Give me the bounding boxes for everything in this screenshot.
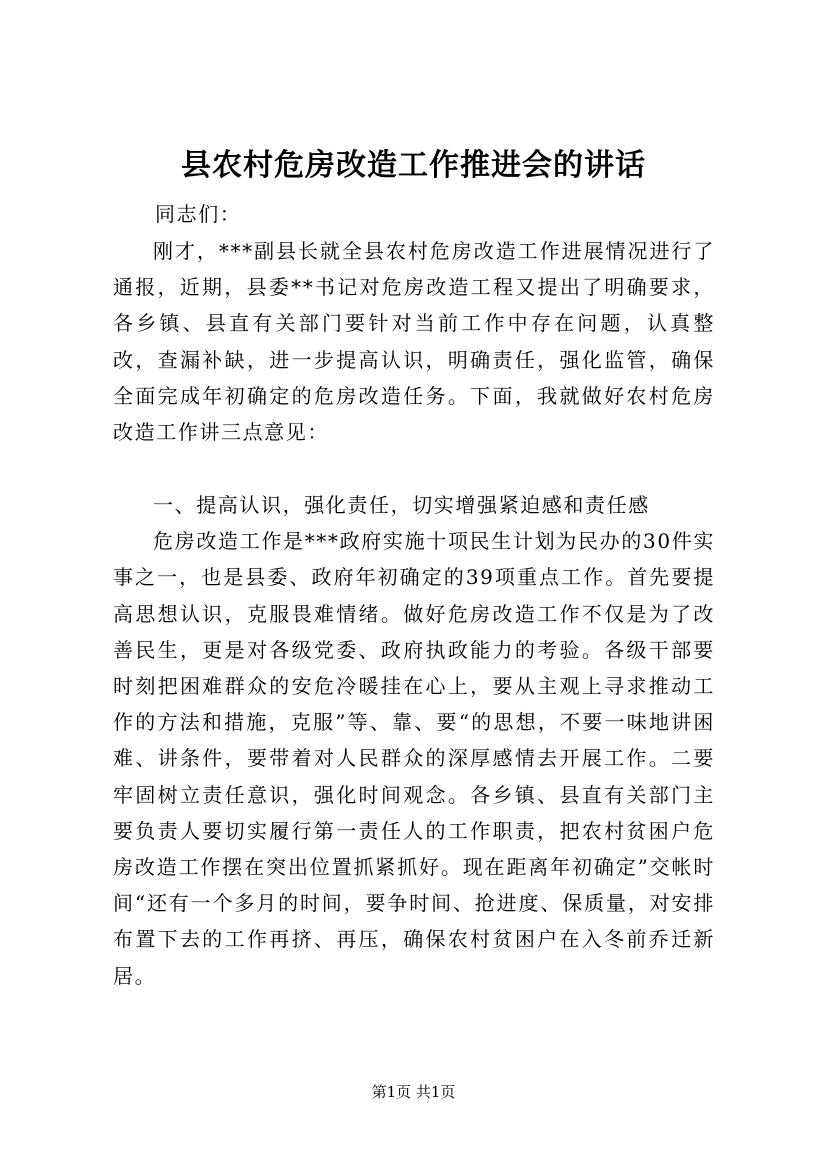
page-footer: 第1页 共1页 [371, 1083, 456, 1101]
paragraph-section-one: 危房改造工作是***政府实施十项民生计划为民办的30件实事之一，也是县委、政府年初确定的39项重点工作。首先要提高思想认识，克服畏难情绪。做好危房改造工作不仅是为了改善民生，更是对各级党委、政府执政能力的考验。各级干部要时刻把困难群众的安危冷暖挂在心上，要从主观上寻求推动工作的方法和措施，克服”等、靠、要“的思想，不要一味地讲困难、讲条件，要带着对人民群众的深厚感情去开展工作。二要牢固树立责任意识，强化时间观念。各乡镇、县直有关部门主要负责人要切实履行第一责任人的工作职责，把农村贫困户危房改造工作摆在突出位置抓紧抓好。现在距离年初确定”交帐时间“还有一个多月的时间，要争时间、抢进度、保质量，对安排布置下去的工作再挤、再压，确保农村贫困户在入冬前乔迁新居。 [113, 529, 715, 988]
salutation: 同志们： [155, 202, 242, 226]
paragraph-intro: 刚才，***副县长就全县农村危房改造工作进展情况进行了通报，近期，县委**书记对危房改造工程又提出了明确要求，各乡镇、县直有关部门要针对当前工作中存在问题，认真整改，查漏补缺，进一步提高认识，明确责任，强化监管，确保全面完成年初确定的危房改造任务。下面，我就做好农村危房改造工作讲三点意见： [113, 239, 715, 445]
section-one [113, 487, 715, 994]
section-heading: 一、提高认识，强化责任，切实增强紧迫感和责任感 [153, 493, 650, 517]
document-title: 县农村危房改造工作推进会的讲话 [181, 148, 646, 183]
document-body [113, 233, 715, 450]
